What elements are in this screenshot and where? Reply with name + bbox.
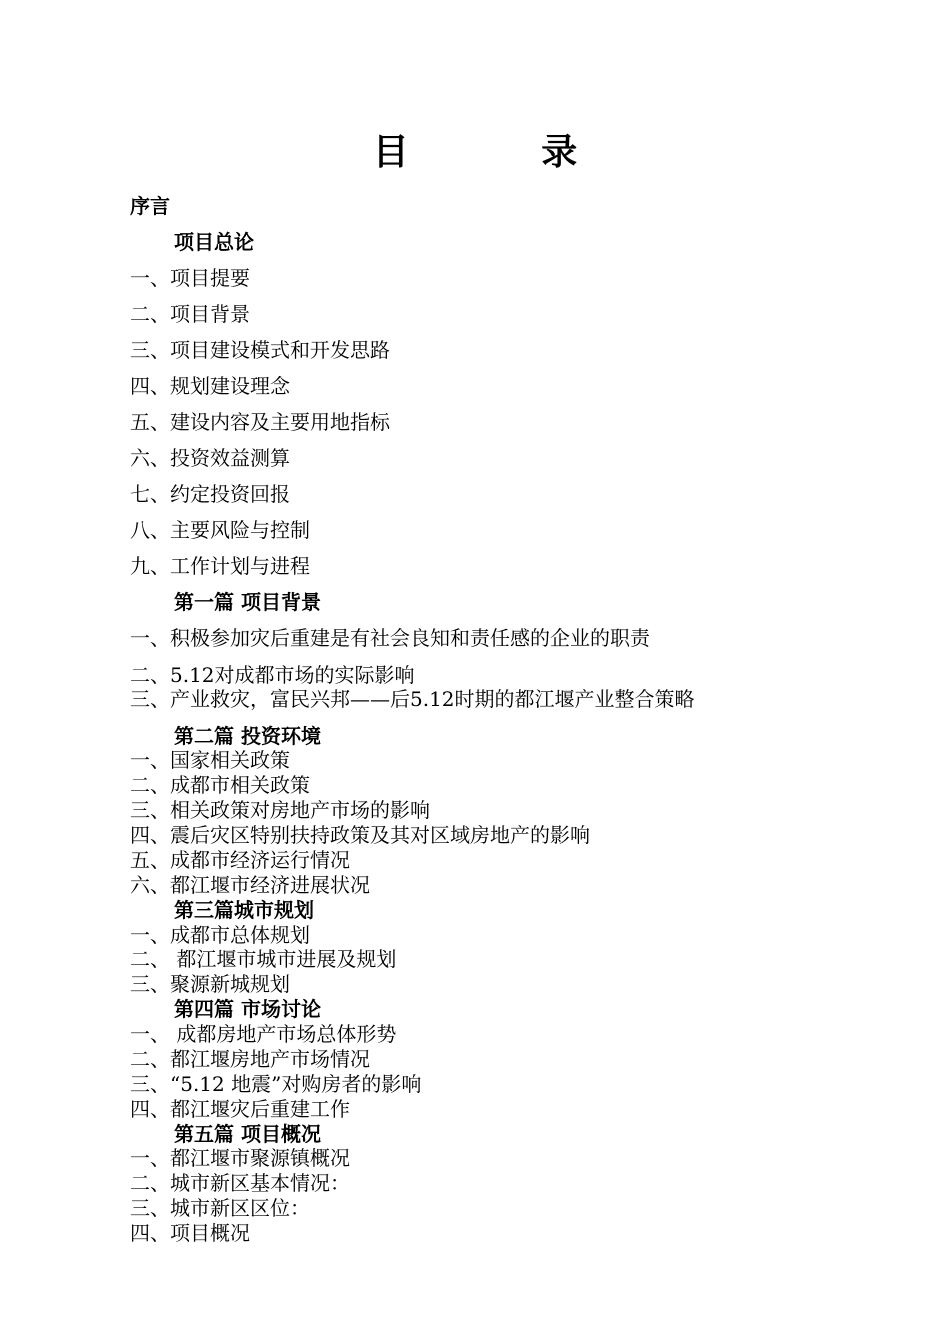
toc-item: 二、 都江堰市城市进展及规划 — [130, 947, 397, 971]
page-title: 目 录 — [372, 131, 638, 173]
toc-item: 三、聚源新城规划 — [130, 972, 290, 996]
toc-heading: 第四篇 市场讨论 — [174, 997, 321, 1021]
toc-item: 二、成都市相关政策 — [130, 773, 310, 797]
toc-item: 九、工作计划与进程 — [130, 554, 310, 578]
toc-item: 四、规划建设理念 — [130, 374, 290, 398]
toc-item: 三、相关政策对房地产市场的影响 — [130, 798, 430, 822]
toc-item: 二、都江堰房地产市场情况 — [130, 1047, 370, 1071]
toc-item: 三、“5.12 地震”对购房者的影响 — [130, 1072, 422, 1096]
toc-item: 四、都江堰灾后重建工作 — [130, 1097, 350, 1121]
toc-heading: 第一篇 项目背景 — [174, 590, 321, 614]
toc-item: 四、项目概况 — [130, 1221, 250, 1245]
toc-item: 一、 成都房地产市场总体形势 — [130, 1022, 397, 1046]
toc-item: 六、都江堰市经济进展状况 — [130, 873, 370, 897]
toc-heading: 第三篇城市规划 — [174, 898, 314, 922]
toc-item: 七、约定投资回报 — [130, 482, 290, 506]
toc-heading: 序言 — [130, 194, 170, 218]
toc-heading: 项目总论 — [174, 230, 254, 254]
toc-item: 六、投资效益测算 — [130, 446, 290, 470]
toc-item: 一、积极参加灾后重建是有社会良知和责任感的企业的职责 — [130, 626, 650, 650]
toc-item: 一、成都市总体规划 — [130, 923, 310, 947]
toc-item: 二、项目背景 — [130, 302, 250, 326]
toc-item: 一、国家相关政策 — [130, 748, 290, 772]
toc-item: 二、城市新区基本情况： — [130, 1171, 350, 1195]
toc-item: 八、主要风险与控制 — [130, 518, 310, 542]
toc-item: 一、都江堰市聚源镇概况 — [130, 1146, 350, 1170]
toc-item: 三、产业救灾，富民兴邦——后5.12时期的都江堰产业整合策略 — [130, 687, 695, 711]
toc-item: 四、震后灾区特别扶持政策及其对区域房地产的影响 — [130, 823, 590, 847]
toc-item: 二、5.12对成都市场的实际影响 — [130, 663, 415, 687]
toc-item: 三、城市新区区位： — [130, 1196, 310, 1220]
toc-item: 五、成都市经济运行情况 — [130, 848, 350, 872]
toc-item: 五、建设内容及主要用地指标 — [130, 410, 390, 434]
toc-heading: 第五篇 项目概况 — [174, 1122, 321, 1146]
toc-item: 一、项目提要 — [130, 266, 250, 290]
toc-item: 三、项目建设模式和开发思路 — [130, 338, 390, 362]
toc-heading: 第二篇 投资环境 — [174, 724, 321, 748]
